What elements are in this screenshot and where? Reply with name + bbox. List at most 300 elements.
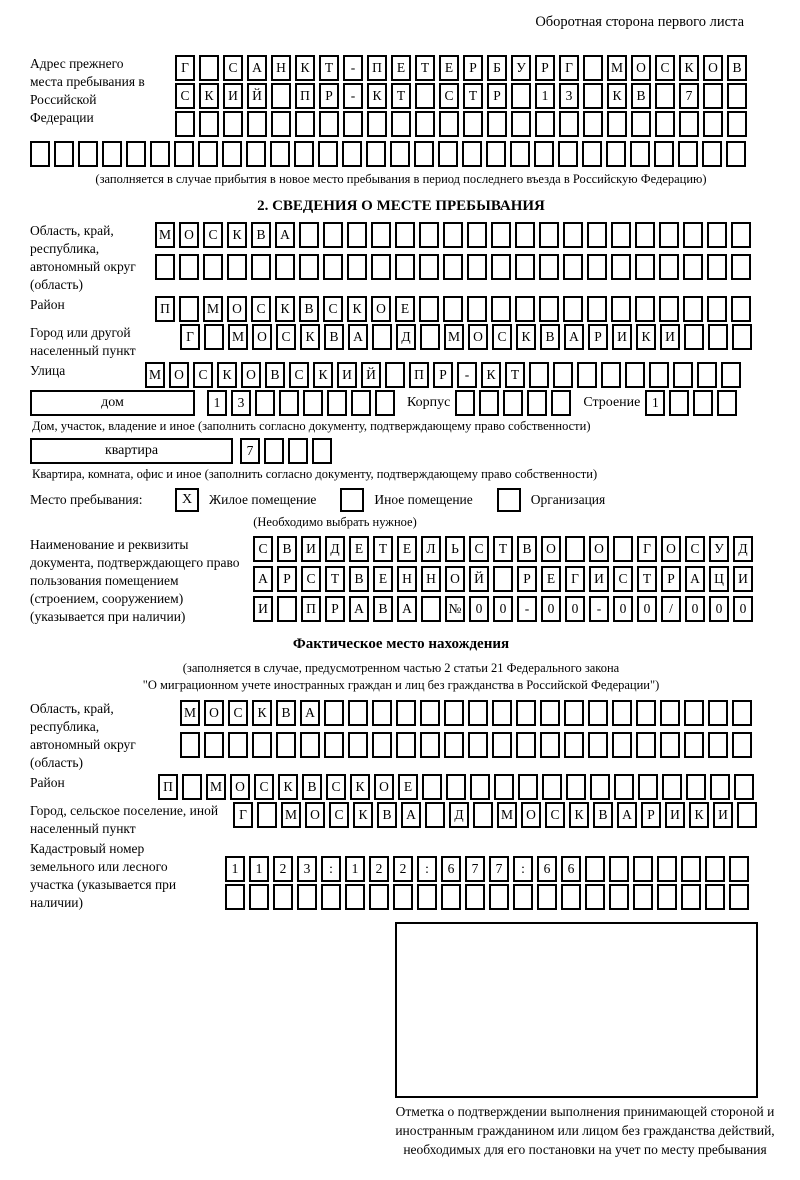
char-cell[interactable]: О xyxy=(252,324,272,350)
char-cell[interactable]: 0 xyxy=(565,596,585,622)
char-cell[interactable] xyxy=(396,732,416,758)
char-cell[interactable]: 6 xyxy=(561,856,581,882)
char-cell[interactable] xyxy=(439,111,459,137)
checkbox-organization[interactable] xyxy=(497,488,521,512)
char-cell[interactable] xyxy=(678,141,698,167)
char-cell[interactable] xyxy=(683,222,703,248)
char-cell[interactable] xyxy=(493,566,513,592)
char-cell[interactable]: Т xyxy=(325,566,345,592)
char-cell[interactable]: С xyxy=(685,536,705,562)
char-cell[interactable] xyxy=(681,856,701,882)
char-cell[interactable] xyxy=(391,111,411,137)
char-cell[interactable] xyxy=(30,141,50,167)
char-cell[interactable] xyxy=(288,438,308,464)
char-cell[interactable] xyxy=(479,390,499,416)
char-cell[interactable] xyxy=(444,732,464,758)
char-cell[interactable] xyxy=(657,884,677,910)
char-cell[interactable]: С xyxy=(193,362,213,388)
char-cell[interactable]: С xyxy=(203,222,223,248)
char-cell[interactable] xyxy=(369,884,389,910)
char-cell[interactable]: Т xyxy=(319,55,339,81)
char-cell[interactable] xyxy=(732,700,752,726)
char-cell[interactable]: О xyxy=(227,296,247,322)
char-cell[interactable] xyxy=(563,222,583,248)
char-cell[interactable] xyxy=(126,141,146,167)
char-cell[interactable]: К xyxy=(295,55,315,81)
char-cell[interactable]: О xyxy=(445,566,465,592)
char-cell[interactable] xyxy=(438,141,458,167)
char-cell[interactable] xyxy=(180,732,200,758)
char-cell[interactable]: М xyxy=(155,222,175,248)
char-cell[interactable]: О xyxy=(521,802,541,828)
char-cell[interactable] xyxy=(540,700,560,726)
char-cell[interactable] xyxy=(553,362,573,388)
char-cell[interactable]: Й xyxy=(361,362,381,388)
char-cell[interactable]: 1 xyxy=(645,390,665,416)
char-cell[interactable] xyxy=(252,732,272,758)
char-cell[interactable]: 1 xyxy=(345,856,365,882)
char-cell[interactable] xyxy=(372,732,392,758)
char-cell[interactable] xyxy=(102,141,122,167)
char-cell[interactable] xyxy=(323,254,343,280)
char-cell[interactable] xyxy=(613,536,633,562)
char-cell[interactable] xyxy=(577,362,597,388)
char-cell[interactable]: Р xyxy=(319,83,339,109)
char-cell[interactable] xyxy=(419,296,439,322)
char-cell[interactable] xyxy=(182,774,202,800)
char-cell[interactable] xyxy=(558,141,578,167)
char-cell[interactable]: 1 xyxy=(207,390,227,416)
char-cell[interactable]: П xyxy=(155,296,175,322)
char-cell[interactable] xyxy=(491,222,511,248)
char-cell[interactable]: И xyxy=(733,566,753,592)
char-cell[interactable] xyxy=(655,111,675,137)
char-cell[interactable] xyxy=(348,700,368,726)
char-cell[interactable] xyxy=(417,884,437,910)
char-cell[interactable] xyxy=(516,700,536,726)
char-cell[interactable] xyxy=(327,390,347,416)
char-cell[interactable] xyxy=(588,700,608,726)
char-cell[interactable] xyxy=(515,254,535,280)
char-cell[interactable]: Ь xyxy=(445,536,465,562)
char-cell[interactable] xyxy=(660,732,680,758)
char-cell[interactable]: О xyxy=(371,296,391,322)
char-cell[interactable]: Т xyxy=(391,83,411,109)
char-cell[interactable]: 7 xyxy=(679,83,699,109)
char-cell[interactable] xyxy=(228,732,248,758)
char-cell[interactable] xyxy=(585,884,605,910)
char-cell[interactable] xyxy=(659,296,679,322)
char-cell[interactable]: С xyxy=(329,802,349,828)
char-cell[interactable] xyxy=(707,254,727,280)
char-cell[interactable] xyxy=(318,141,338,167)
char-cell[interactable]: 0 xyxy=(637,596,657,622)
char-cell[interactable]: И xyxy=(337,362,357,388)
char-cell[interactable]: В xyxy=(302,774,322,800)
char-cell[interactable] xyxy=(587,296,607,322)
char-cell[interactable]: О xyxy=(631,55,651,81)
char-cell[interactable] xyxy=(683,296,703,322)
char-cell[interactable]: В xyxy=(631,83,651,109)
char-cell[interactable]: А xyxy=(300,700,320,726)
char-cell[interactable]: К xyxy=(516,324,536,350)
char-cell[interactable] xyxy=(707,222,727,248)
char-cell[interactable] xyxy=(255,390,275,416)
char-cell[interactable] xyxy=(727,83,747,109)
char-cell[interactable] xyxy=(343,111,363,137)
char-cell[interactable] xyxy=(470,774,490,800)
char-cell[interactable]: 6 xyxy=(537,856,557,882)
char-cell[interactable] xyxy=(491,296,511,322)
char-cell[interactable] xyxy=(583,55,603,81)
char-cell[interactable]: : xyxy=(417,856,437,882)
char-cell[interactable] xyxy=(175,111,195,137)
char-cell[interactable] xyxy=(494,774,514,800)
char-cell[interactable] xyxy=(539,296,559,322)
char-cell[interactable] xyxy=(563,296,583,322)
char-cell[interactable]: А xyxy=(617,802,637,828)
char-cell[interactable]: О xyxy=(541,536,561,562)
char-cell[interactable] xyxy=(174,141,194,167)
char-cell[interactable] xyxy=(503,390,523,416)
char-cell[interactable] xyxy=(564,700,584,726)
char-cell[interactable]: С xyxy=(655,55,675,81)
char-cell[interactable]: В xyxy=(265,362,285,388)
char-cell[interactable] xyxy=(611,254,631,280)
char-cell[interactable]: К xyxy=(347,296,367,322)
char-cell[interactable]: С xyxy=(228,700,248,726)
char-cell[interactable] xyxy=(542,774,562,800)
char-cell[interactable] xyxy=(295,111,315,137)
char-cell[interactable]: А xyxy=(275,222,295,248)
char-cell[interactable] xyxy=(717,390,737,416)
char-cell[interactable] xyxy=(684,700,704,726)
char-cell[interactable] xyxy=(419,254,439,280)
char-cell[interactable] xyxy=(467,296,487,322)
char-cell[interactable]: К xyxy=(313,362,333,388)
char-cell[interactable]: И xyxy=(301,536,321,562)
char-cell[interactable] xyxy=(630,141,650,167)
char-cell[interactable] xyxy=(726,141,746,167)
char-cell[interactable]: И xyxy=(660,324,680,350)
char-cell[interactable] xyxy=(737,802,757,828)
char-cell[interactable]: О xyxy=(230,774,250,800)
char-cell[interactable] xyxy=(635,222,655,248)
char-cell[interactable]: 3 xyxy=(297,856,317,882)
char-cell[interactable] xyxy=(463,111,483,137)
char-cell[interactable]: 0 xyxy=(709,596,729,622)
char-cell[interactable]: И xyxy=(713,802,733,828)
char-cell[interactable] xyxy=(565,536,585,562)
char-cell[interactable]: В xyxy=(727,55,747,81)
char-cell[interactable] xyxy=(588,732,608,758)
char-cell[interactable]: Д xyxy=(449,802,469,828)
char-cell[interactable] xyxy=(587,254,607,280)
char-cell[interactable]: К xyxy=(636,324,656,350)
char-cell[interactable]: А xyxy=(685,566,705,592)
char-cell[interactable] xyxy=(601,362,621,388)
char-cell[interactable] xyxy=(492,700,512,726)
char-cell[interactable] xyxy=(204,324,224,350)
char-cell[interactable]: О xyxy=(305,802,325,828)
char-cell[interactable]: М xyxy=(180,700,200,726)
char-cell[interactable]: Ц xyxy=(709,566,729,592)
char-cell[interactable]: В xyxy=(517,536,537,562)
char-cell[interactable]: К xyxy=(607,83,627,109)
char-cell[interactable]: Д xyxy=(325,536,345,562)
char-cell[interactable]: М xyxy=(203,296,223,322)
char-cell[interactable] xyxy=(264,438,284,464)
char-cell[interactable]: 0 xyxy=(613,596,633,622)
char-cell[interactable]: А xyxy=(349,596,369,622)
char-cell[interactable]: Р xyxy=(588,324,608,350)
char-cell[interactable]: К xyxy=(367,83,387,109)
char-cell[interactable] xyxy=(468,700,488,726)
char-cell[interactable]: Е xyxy=(397,536,417,562)
char-cell[interactable] xyxy=(511,83,531,109)
char-cell[interactable] xyxy=(279,390,299,416)
char-cell[interactable] xyxy=(419,222,439,248)
char-cell[interactable]: 7 xyxy=(240,438,260,464)
char-cell[interactable]: К xyxy=(300,324,320,350)
char-cell[interactable] xyxy=(455,390,475,416)
char-cell[interactable] xyxy=(465,884,485,910)
char-cell[interactable]: П xyxy=(158,774,178,800)
char-cell[interactable] xyxy=(625,362,645,388)
char-cell[interactable] xyxy=(649,362,669,388)
char-cell[interactable] xyxy=(297,884,317,910)
char-cell[interactable]: Р xyxy=(661,566,681,592)
char-cell[interactable]: К xyxy=(217,362,237,388)
char-cell[interactable] xyxy=(420,732,440,758)
char-cell[interactable]: В xyxy=(324,324,344,350)
char-cell[interactable]: В xyxy=(276,700,296,726)
char-cell[interactable]: С xyxy=(251,296,271,322)
char-cell[interactable] xyxy=(708,700,728,726)
char-cell[interactable]: Д xyxy=(733,536,753,562)
char-cell[interactable] xyxy=(614,774,634,800)
char-cell[interactable]: С xyxy=(613,566,633,592)
char-cell[interactable] xyxy=(693,390,713,416)
char-cell[interactable]: С xyxy=(469,536,489,562)
char-cell[interactable]: Е xyxy=(391,55,411,81)
char-cell[interactable] xyxy=(303,390,323,416)
char-cell[interactable]: Г xyxy=(565,566,585,592)
char-cell[interactable]: И xyxy=(589,566,609,592)
char-cell[interactable] xyxy=(204,732,224,758)
char-cell[interactable] xyxy=(421,596,441,622)
char-cell[interactable]: / xyxy=(661,596,681,622)
char-cell[interactable]: 1 xyxy=(535,83,555,109)
char-cell[interactable]: 3 xyxy=(231,390,251,416)
char-cell[interactable] xyxy=(631,111,651,137)
char-cell[interactable]: Г xyxy=(180,324,200,350)
char-cell[interactable] xyxy=(486,141,506,167)
char-cell[interactable]: - xyxy=(457,362,477,388)
char-cell[interactable] xyxy=(420,700,440,726)
char-cell[interactable] xyxy=(587,222,607,248)
char-cell[interactable]: Н xyxy=(421,566,441,592)
char-cell[interactable] xyxy=(390,141,410,167)
char-cell[interactable]: О xyxy=(374,774,394,800)
char-cell[interactable] xyxy=(78,141,98,167)
char-cell[interactable]: А xyxy=(348,324,368,350)
char-cell[interactable]: 6 xyxy=(441,856,461,882)
char-cell[interactable] xyxy=(516,732,536,758)
char-cell[interactable]: : xyxy=(321,856,341,882)
char-cell[interactable] xyxy=(611,222,631,248)
char-cell[interactable]: 0 xyxy=(541,596,561,622)
char-cell[interactable] xyxy=(489,884,509,910)
char-cell[interactable]: Е xyxy=(541,566,561,592)
char-cell[interactable] xyxy=(199,55,219,81)
char-cell[interactable] xyxy=(564,732,584,758)
char-cell[interactable]: Р xyxy=(277,566,297,592)
char-cell[interactable]: № xyxy=(445,596,465,622)
char-cell[interactable]: 1 xyxy=(249,856,269,882)
char-cell[interactable] xyxy=(443,254,463,280)
char-cell[interactable] xyxy=(312,438,332,464)
char-cell[interactable] xyxy=(559,111,579,137)
char-cell[interactable]: К xyxy=(278,774,298,800)
char-cell[interactable]: С xyxy=(223,55,243,81)
char-cell[interactable]: У xyxy=(511,55,531,81)
char-cell[interactable]: Р xyxy=(517,566,537,592)
char-cell[interactable] xyxy=(708,324,728,350)
char-cell[interactable]: С xyxy=(253,536,273,562)
char-cell[interactable]: О xyxy=(468,324,488,350)
char-cell[interactable]: В xyxy=(373,596,393,622)
char-cell[interactable] xyxy=(294,141,314,167)
char-cell[interactable]: И xyxy=(253,596,273,622)
char-cell[interactable]: А xyxy=(564,324,584,350)
char-cell[interactable] xyxy=(662,774,682,800)
char-cell[interactable] xyxy=(633,884,653,910)
char-cell[interactable]: Д xyxy=(396,324,416,350)
char-cell[interactable] xyxy=(246,141,266,167)
char-cell[interactable] xyxy=(731,254,751,280)
char-cell[interactable] xyxy=(731,222,751,248)
char-cell[interactable] xyxy=(732,732,752,758)
char-cell[interactable] xyxy=(395,222,415,248)
char-cell[interactable]: М xyxy=(281,802,301,828)
char-cell[interactable]: В xyxy=(540,324,560,350)
char-cell[interactable]: С xyxy=(276,324,296,350)
char-cell[interactable]: - xyxy=(343,83,363,109)
char-cell[interactable]: 0 xyxy=(493,596,513,622)
char-cell[interactable] xyxy=(385,362,405,388)
char-cell[interactable]: Г xyxy=(637,536,657,562)
char-cell[interactable] xyxy=(150,141,170,167)
char-cell[interactable]: О xyxy=(169,362,189,388)
char-cell[interactable] xyxy=(534,141,554,167)
char-cell[interactable] xyxy=(590,774,610,800)
char-cell[interactable]: П xyxy=(301,596,321,622)
char-cell[interactable]: - xyxy=(343,55,363,81)
char-cell[interactable]: Р xyxy=(433,362,453,388)
char-cell[interactable] xyxy=(222,141,242,167)
char-cell[interactable]: О xyxy=(179,222,199,248)
char-cell[interactable] xyxy=(729,884,749,910)
char-cell[interactable] xyxy=(414,141,434,167)
char-cell[interactable] xyxy=(492,732,512,758)
char-cell[interactable]: К xyxy=(252,700,272,726)
char-cell[interactable]: П xyxy=(367,55,387,81)
char-cell[interactable]: П xyxy=(409,362,429,388)
char-cell[interactable] xyxy=(539,254,559,280)
char-cell[interactable]: К xyxy=(353,802,373,828)
char-cell[interactable]: - xyxy=(589,596,609,622)
char-cell[interactable] xyxy=(527,390,547,416)
char-cell[interactable]: К xyxy=(679,55,699,81)
char-cell[interactable] xyxy=(583,83,603,109)
char-cell[interactable] xyxy=(659,222,679,248)
char-cell[interactable] xyxy=(347,222,367,248)
char-cell[interactable]: К xyxy=(569,802,589,828)
char-cell[interactable] xyxy=(679,111,699,137)
char-cell[interactable] xyxy=(529,362,549,388)
char-cell[interactable]: К xyxy=(689,802,709,828)
char-cell[interactable]: Е xyxy=(398,774,418,800)
char-cell[interactable] xyxy=(371,254,391,280)
char-cell[interactable] xyxy=(727,111,747,137)
char-cell[interactable]: Т xyxy=(505,362,525,388)
char-cell[interactable] xyxy=(467,254,487,280)
char-cell[interactable]: Р xyxy=(535,55,555,81)
char-cell[interactable]: Т xyxy=(373,536,393,562)
char-cell[interactable] xyxy=(659,254,679,280)
char-cell[interactable] xyxy=(155,254,175,280)
char-cell[interactable] xyxy=(270,141,290,167)
char-cell[interactable] xyxy=(203,254,223,280)
char-cell[interactable]: А xyxy=(397,596,417,622)
char-cell[interactable]: 3 xyxy=(559,83,579,109)
char-cell[interactable] xyxy=(684,324,704,350)
char-cell[interactable] xyxy=(607,111,627,137)
char-cell[interactable]: К xyxy=(350,774,370,800)
char-cell[interactable] xyxy=(582,141,602,167)
char-cell[interactable] xyxy=(683,254,703,280)
char-cell[interactable]: А xyxy=(401,802,421,828)
char-cell[interactable] xyxy=(223,111,243,137)
char-cell[interactable]: П xyxy=(295,83,315,109)
char-cell[interactable] xyxy=(54,141,74,167)
char-cell[interactable]: К xyxy=(227,222,247,248)
char-cell[interactable] xyxy=(323,222,343,248)
char-cell[interactable] xyxy=(563,254,583,280)
char-cell[interactable] xyxy=(473,802,493,828)
char-cell[interactable] xyxy=(703,111,723,137)
char-cell[interactable]: 2 xyxy=(273,856,293,882)
char-cell[interactable] xyxy=(351,390,371,416)
char-cell[interactable]: 0 xyxy=(685,596,705,622)
char-cell[interactable]: Г xyxy=(175,55,195,81)
char-cell[interactable] xyxy=(681,884,701,910)
char-cell[interactable] xyxy=(299,222,319,248)
char-cell[interactable] xyxy=(633,856,653,882)
char-cell[interactable] xyxy=(276,732,296,758)
char-cell[interactable] xyxy=(660,700,680,726)
char-cell[interactable] xyxy=(443,222,463,248)
char-cell[interactable] xyxy=(638,774,658,800)
char-cell[interactable] xyxy=(710,774,730,800)
char-cell[interactable] xyxy=(198,141,218,167)
char-cell[interactable]: Е xyxy=(373,566,393,592)
char-cell[interactable]: Р xyxy=(641,802,661,828)
char-cell[interactable]: Е xyxy=(439,55,459,81)
char-cell[interactable]: И xyxy=(223,83,243,109)
char-cell[interactable] xyxy=(583,111,603,137)
